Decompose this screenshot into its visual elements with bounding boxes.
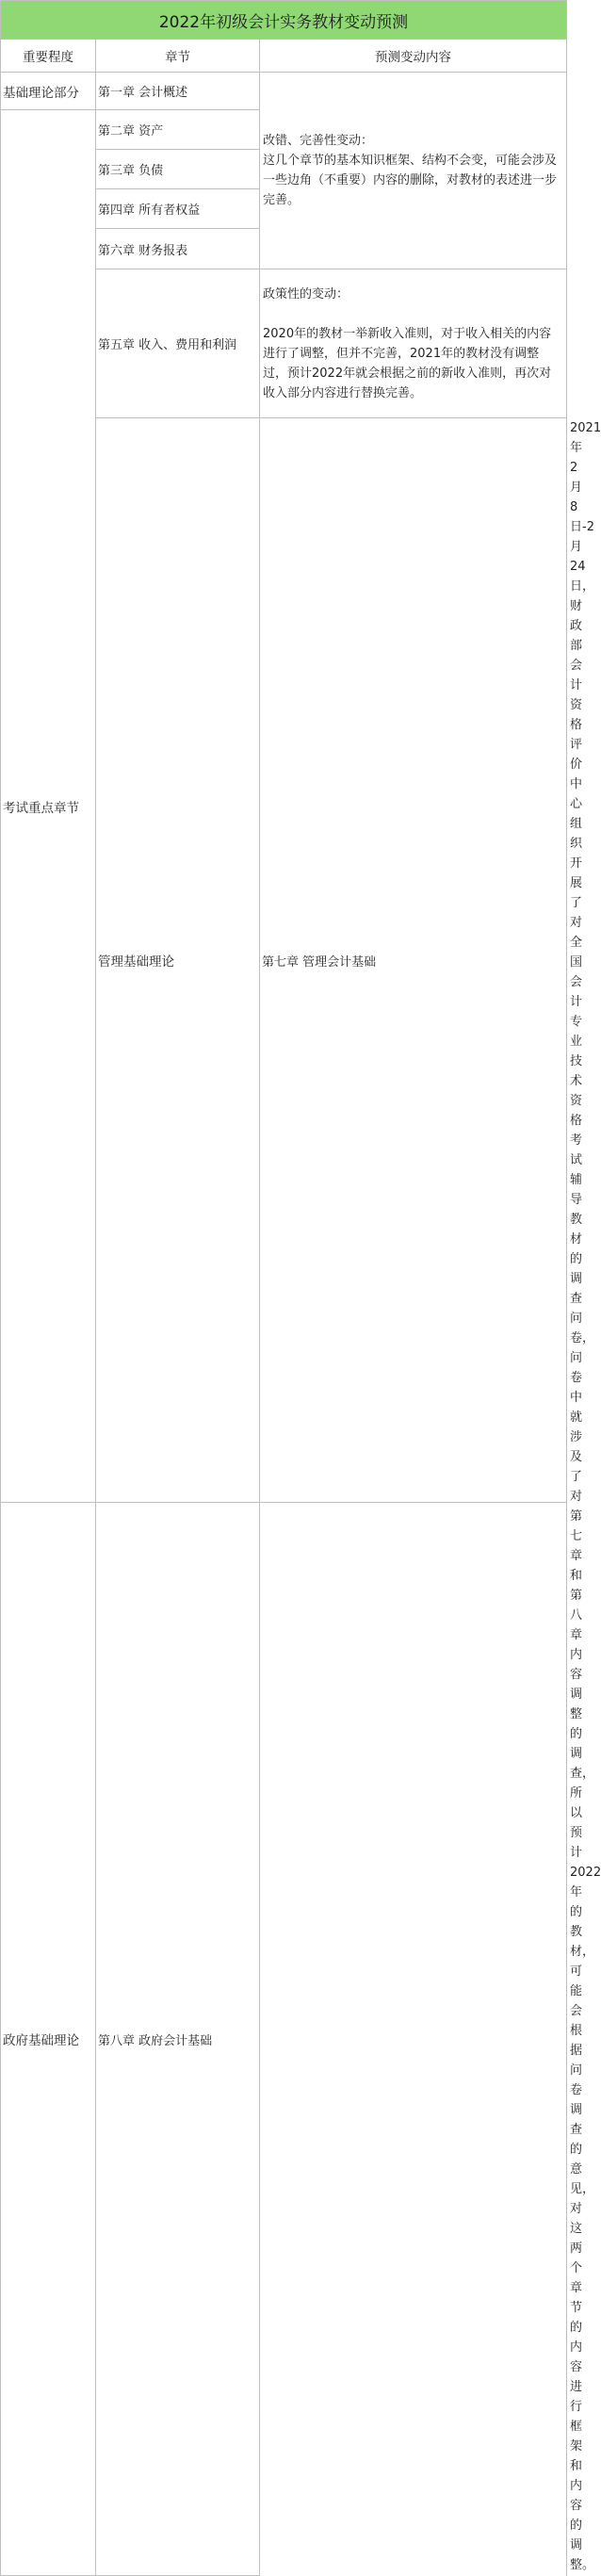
content-group-2-spacer [263,304,560,324]
level-basic: 基础理论部分 [1,73,96,110]
level-management: 管理基础理论 [96,418,260,1503]
content-group-1 [260,73,567,269]
chapter-3: 第三章 负债 [96,150,260,189]
header-chapter: 章节 [96,40,260,73]
chapter-8: 第八章 政府会计基础 [96,1503,260,2576]
chapter-1: 第一章 会计概述 [96,73,260,110]
content-group-1-heading: 改错、完善性变动： [263,134,374,148]
header-prediction: 预测变动内容 [260,40,567,73]
content-group-2 [260,269,567,418]
prediction-table: 2022年初级会计实务教材变动预测 重要程度 章节 预测变动内容 基础理论部分 第一章 会计概述 改错、完善性变动： 这几个章节的基本知识框架、结构不会变，可能会涉及一些边角（不重要）内容的删除，对教材的表述进一步完善。 考试重点章节 第二章 资产 第三章 负债 第四章 所有者权益 第六章 财务报表 第五章 收入、费用和利润 政策性的变动： 2020年的教材一举新收入准则，对于收入相关的内容进行了调整，但并不完善，2021年的教材没有调整过，预计2022年就会根据之前的新收入准则，再次对收入部分内容进行替换完善。 管理基础理论 第七章 管理会计基础 2021年2月8日-2月24日，财政部会计资格评价中心组织开展了对全国会计专业技术资格考试辅导教材的调查问卷，问卷中就涉及了对第七章和第八章内容调整的调查，所以预计2022年的教材，可能会根据问卷调查的意见，对这两个章节的内容进行框架和内容的调整。 政府基础理论 第八章 政府会计基础 [0,0,567,2576]
chapter-7: 第七章 管理会计基础 [260,418,567,1503]
header-importance: 重要程度 [1,40,96,73]
content-group-1-body: 这几个章节的基本知识框架、结构不会变，可能会涉及一些边角（不重要）内容的删除，对教材的表述进一步完善。 [263,154,558,207]
level-government: 政府基础理论 [1,1503,96,2576]
content-group-2-body: 2020年的教材一举新收入准则，对于收入相关的内容进行了调整，但并不完善，2021年的教材没有调整过，预计2022年就会根据之前的新收入准则，再次对收入部分内容进行替换完善。 [263,326,552,400]
chapter-2: 第二章 资产 [96,110,260,150]
content-group-2-heading: 政策性的变动： [263,286,349,302]
chapter-4: 第四章 所有者权益 [96,189,260,229]
chapter-6: 第六章 财务报表 [96,229,260,269]
table-title: 2022年初级会计实务教材变动预测 [1,1,567,40]
chapter-5: 第五章 收入、费用和利润 [96,269,260,418]
level-key: 考试重点章节 [1,110,96,1503]
